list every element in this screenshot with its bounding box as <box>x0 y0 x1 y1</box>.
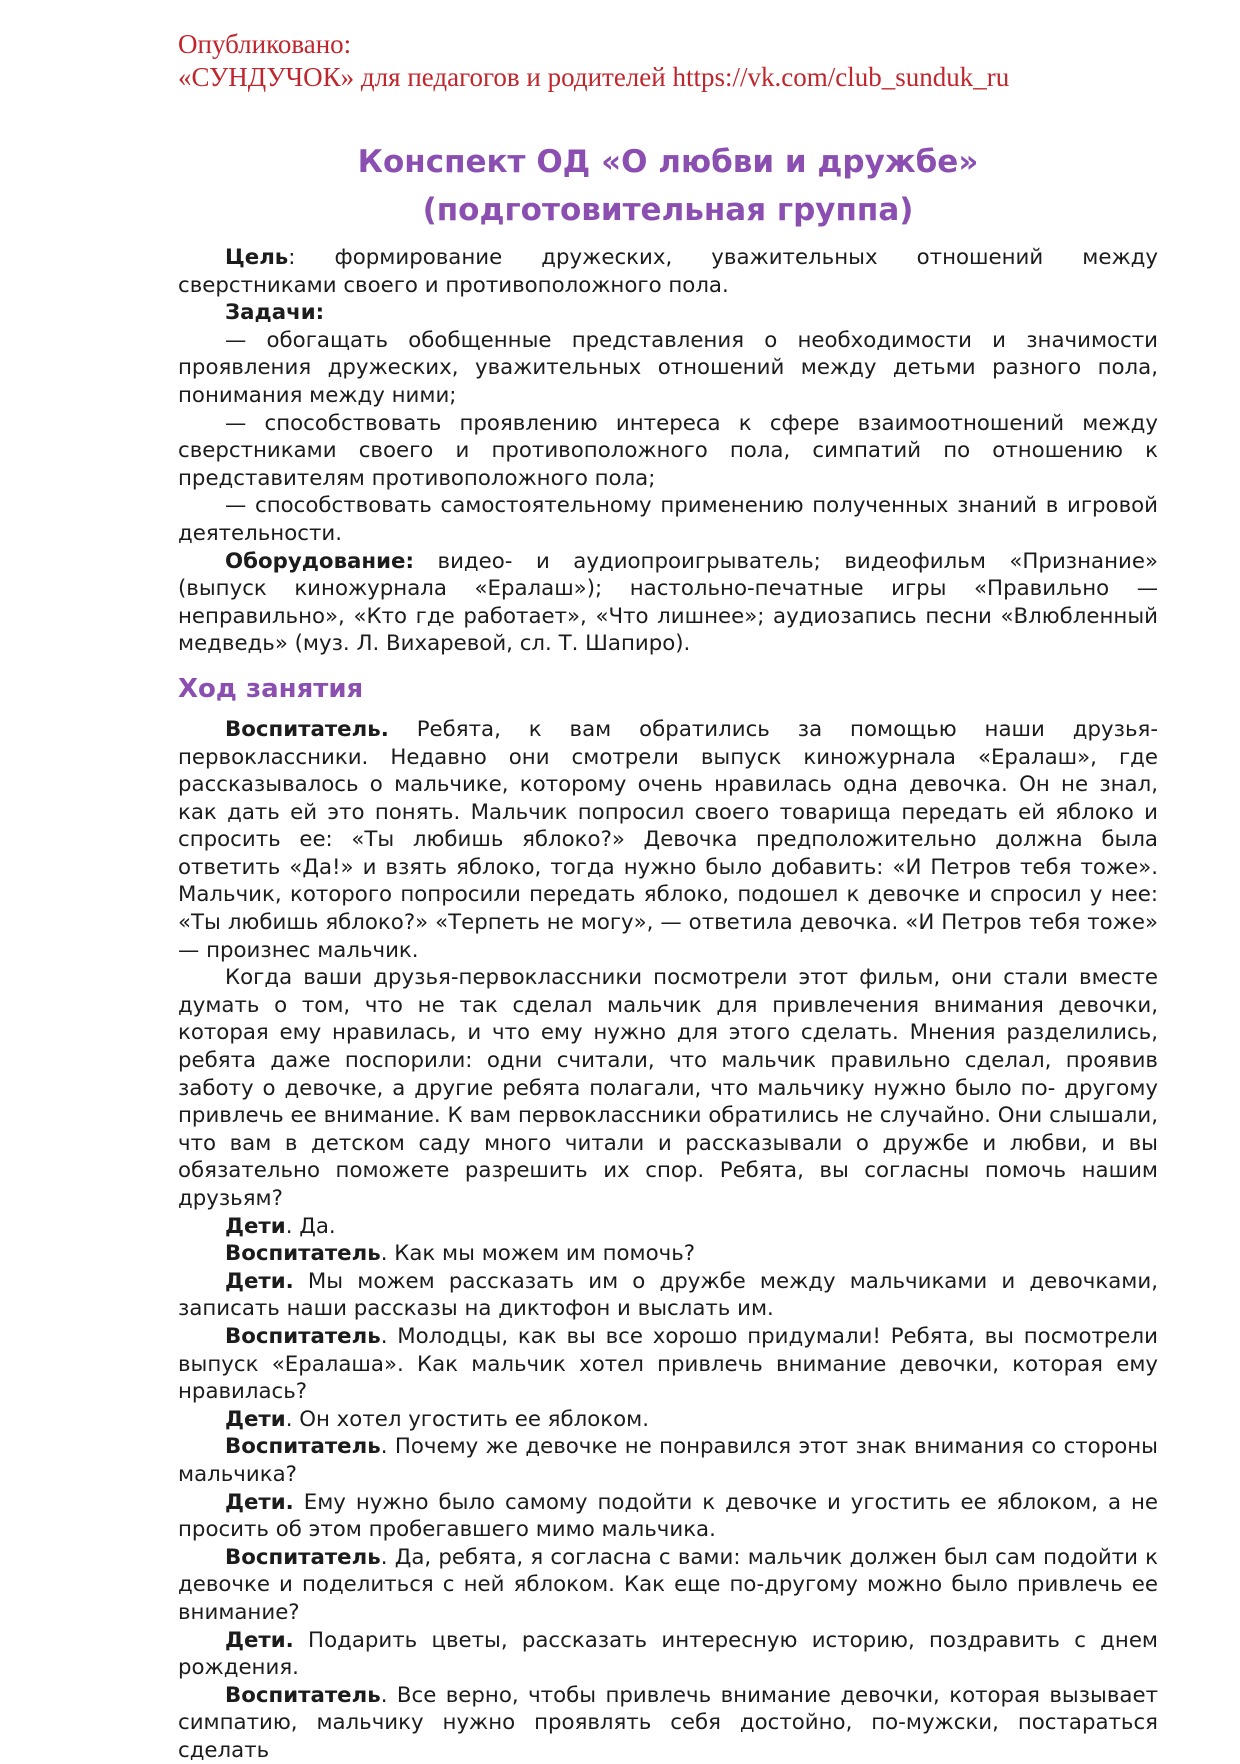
dialogue-line <box>178 1268 1158 1323</box>
dialogue-line <box>178 1323 1158 1406</box>
speaker-label: Воспитатель <box>225 1544 381 1570</box>
dialogue-line <box>178 1433 1158 1488</box>
title-line-1: Конспект ОД «О любви и дружбе» <box>357 144 979 180</box>
tasks-paragraph <box>178 299 1158 327</box>
goal-text: : формирование дружеских, уважительных отношений между сверстниками своего и противоположного пола. <box>178 245 1158 298</box>
equipment-text: видео- и аудиопроигрыватель; видеофильм «Признание» (выпуск киножурнала «Ералаш»); настольно-печатные игры «Правильно — неправильно», «Кто где работает», «Что лишнее»; аудиозапись песни «Влюбленный медведь» (муз. Л. Вихаревой, сл. Т. Шапиро). <box>178 548 1158 657</box>
speaker-label: Дети <box>225 1406 286 1432</box>
dialogue-line <box>178 716 1158 964</box>
speaker-label: Дети. <box>225 1489 294 1515</box>
speech-text: . Молодцы, как вы все хорошо придумали! Ребята, вы посмотрели выпуск «Ералаша». Как мальчик хотел привлечь внимание девочки, которая ему нравилась? <box>178 1323 1158 1405</box>
document-page <box>178 28 1158 1764</box>
dialogue-line <box>178 964 1158 1212</box>
speech-text: Ему нужно было самому подойти к девочке и угостить ее яблоком, а не просить об этом пробегавшего мимо мальчика. <box>178 1489 1158 1543</box>
dialogue-line <box>178 1627 1158 1682</box>
speaker-label: Дети. <box>225 1268 294 1294</box>
speaker-label: Дети. <box>225 1627 294 1653</box>
section-heading: Ход занятия <box>178 673 364 704</box>
dialogue-line <box>178 1240 1158 1268</box>
tasks-label: Задачи: <box>225 300 325 326</box>
speaker-label: Воспитатель <box>225 1241 381 1267</box>
speech-text: Подарить цветы, рассказать интересную историю, поздравить с днем рождения. <box>178 1627 1158 1681</box>
dialogue-line <box>178 1213 1158 1241</box>
dialogue-line <box>178 1682 1158 1764</box>
speech-text: Ребята, к вам обратились за помощью наши друзья-первоклассники. Недавно они смотрели выпуск киножурнала «Ералаш», где рассказывалось о мальчике, которому очень нравилась одна девочка. Он не знал, как дать ей это понять. Мальчик попросил своего товарища передать ей яблоко и спросить ее: «Ты любишь яблоко?» Девочка предположительно должна была ответить «Да!» и взять яблоко, тогда нужно было добавить: «И Петров тебя тоже». Мальчик, которого попросили передать яблоко, подошел к девочке и спросил у нее: «Ты любишь яблоко?» «Терпеть не могу», — ответила девочка. «И Петров тебя тоже» — произнес мальчик. <box>178 716 1158 963</box>
speech-text: Мы можем рассказать им о дружбе между мальчиками и девочками, записать наши рассказы на диктофон и выслать им. <box>178 1268 1158 1322</box>
dialogue-line <box>178 1406 1158 1434</box>
speaker-label: Воспитатель <box>225 1434 381 1460</box>
speech-text: . Как мы можем им помочь? <box>380 1241 696 1267</box>
intro-block <box>178 244 1158 658</box>
speech-text: . Все верно, чтобы привлечь внимание девочки, которая вызывает симпатию, мальчику нужно проявлять себя достойно, по-мужски, постараться сделать <box>178 1682 1158 1763</box>
task-item: — способствовать самостоятельному применению полученных знаний в игровой деятельности. <box>178 493 1158 546</box>
title-line-2: (подготовительная группа) <box>422 192 914 228</box>
speech-text: Когда ваши друзья-первоклассники посмотрели этот фильм, они стали вместе думать о том, что не так сделал мальчик для привлечения внимания девочки, которая ему нравилась, и что ему нужно для этого сделать. Мнения разделились, ребята даже поспорили: одни считали, что мальчик правильно сделал, проявив заботу о девочке, а другие ребята полагали, что мальчику нужно было по- другому привлечь ее внимание. К вам первоклассники обратились не случайно. Они слышали, что вам в детском саду много читали и рассказывали о дружбе и любви, и вы обязательно поможете разрешить их спор. Ребята, вы согласны помочь нашим друзьям? <box>178 965 1158 1211</box>
speaker-label: Воспитатель <box>225 1323 381 1349</box>
document-title <box>178 138 1158 234</box>
dialogue-line <box>178 1544 1158 1627</box>
lesson-dialogue <box>178 716 1158 1764</box>
dialogue-line <box>178 1489 1158 1544</box>
equipment-paragraph <box>178 548 1158 658</box>
goal-label: Цель <box>225 245 289 270</box>
speaker-label: Воспитатель. <box>225 716 389 742</box>
task-item: — способствовать проявлению интереса к сфере взаимоотношений между сверстниками своего и противоположного пола, симпатий по отношению к представителям противоположного пола; <box>178 410 1158 491</box>
speech-text: . Он хотел угостить ее яблоком. <box>285 1406 650 1432</box>
speaker-label: Воспитатель <box>225 1682 381 1708</box>
speech-text: . Почему же девочке не понравился этот знак внимания со стороны мальчика? <box>178 1434 1158 1487</box>
task-item: — обогащать обобщенные представления о необходимости и значимости проявления дружеских, уважительных отношений между детьми разного пола, понимания между ними; <box>178 327 1158 408</box>
speech-text: . Да. <box>285 1213 336 1239</box>
equipment-label: Оборудование: <box>225 548 415 574</box>
publication-label: Опубликовано: <box>178 29 352 59</box>
publication-notice <box>178 28 1158 94</box>
publication-source[interactable]: «СУНДУЧОК» для педагогов и родителей https://vk.com/club_sunduk_ru <box>178 62 1010 92</box>
speech-text: . Да, ребята, я согласна с вами: мальчик должен был сам подойти к девочке и поделиться с ней яблоком. Как еще по-другому можно было привлечь ее внимание? <box>178 1544 1158 1625</box>
goal-paragraph <box>178 244 1158 299</box>
speaker-label: Дети <box>225 1213 286 1239</box>
